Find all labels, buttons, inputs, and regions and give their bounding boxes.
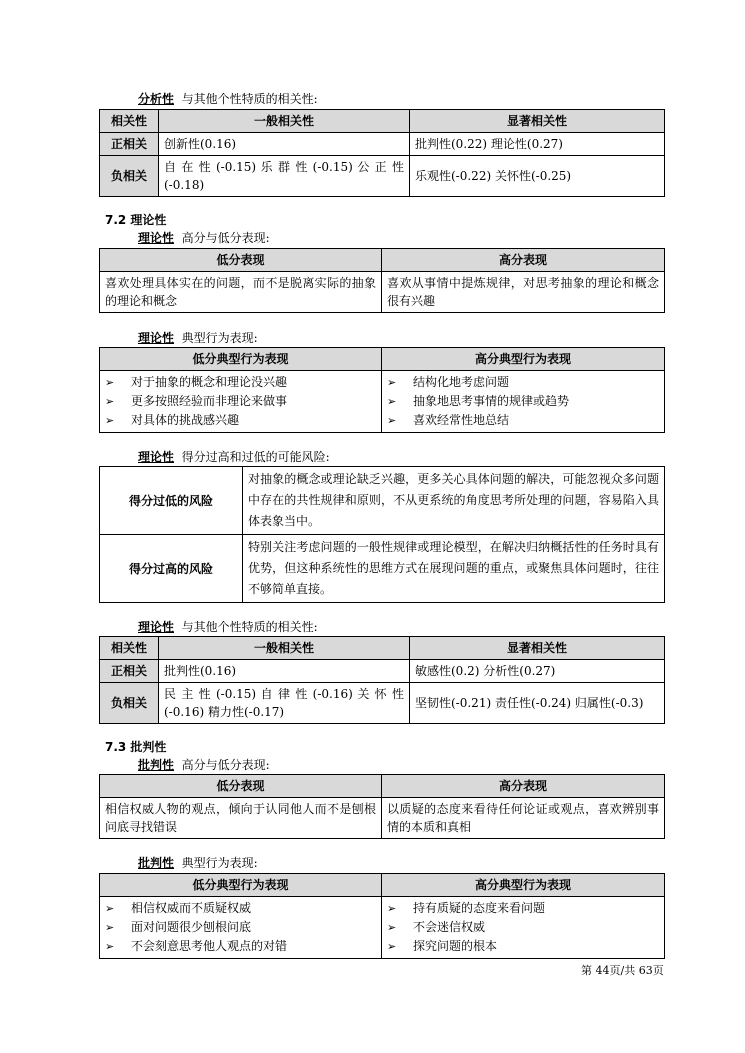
s5-correlation-table [99, 636, 665, 724]
high-risk-text: 特别关注考虑问题的一般性规律或理论模型，在解决归纳概括性的任务时具有优势，但这种系统性的思维方式在展现问题的重点，或聚焦具体问题时，往往不够简单直接。 [243, 535, 665, 603]
table-row [100, 897, 665, 959]
s7-behavior-table [99, 873, 665, 959]
section-heading-7-2: 7.2 理论性 [105, 213, 167, 227]
s6-keyword: 批判性 [138, 758, 175, 772]
table-header-row [100, 249, 665, 272]
list-item: ➢ 更多按照经验而非理论来做事 [105, 392, 376, 411]
s4-keyword: 理论性 [138, 450, 175, 464]
s3-caption-text: 典型行为表现: [181, 331, 258, 345]
high-list [382, 897, 665, 959]
table-row [100, 371, 665, 433]
s5-keyword: 理论性 [138, 620, 175, 634]
s1-keyword: 分析性 [138, 92, 175, 106]
row-header: 正相关 [100, 660, 159, 683]
s5-caption-text: 与其他个性特质的相关性: [181, 620, 318, 634]
table-row [100, 272, 665, 313]
general-cell: 创新性(0.16) [159, 133, 410, 156]
low-cell: 相信权威人物的观点，倾向于认同他人而不是刨根问底寻找错误 [100, 798, 382, 839]
col-header: 低分典型行为表现 [100, 874, 382, 897]
significant-cell: 批判性(0.22) 理论性(0.27) [410, 133, 665, 156]
s4-caption [138, 449, 330, 465]
list-item: ➢ 面对问题很少刨根问底 [105, 918, 376, 937]
s6-caption [138, 757, 270, 773]
list-item: ➢ 喜欢经常性地总结 [387, 411, 659, 430]
col-header: 高分典型行为表现 [382, 348, 665, 371]
s5-caption [138, 619, 318, 635]
s7-keyword: 批判性 [138, 856, 175, 870]
significant-cell: 乐观性(-0.22) 关怀性(-0.25) [410, 156, 665, 197]
col-header: 相关性 [100, 110, 159, 133]
col-header: 一般相关性 [159, 637, 410, 660]
general-cell: 批判性(0.16) [159, 660, 410, 683]
table-row [100, 156, 665, 197]
list-item: ➢ 结构化地考虑问题 [387, 373, 659, 392]
col-header: 一般相关性 [159, 110, 410, 133]
s2-caption-text: 高分与低分表现: [181, 231, 270, 245]
table-row [100, 683, 665, 724]
s3-behavior-table [99, 347, 665, 433]
table-row [100, 467, 665, 535]
page-number: 第 44页/共 63页 [581, 964, 664, 977]
high-cell: 以质疑的态度来看待任何论证或观点，喜欢辨别事情的本质和真相 [382, 798, 665, 839]
col-header: 低分表现 [100, 775, 382, 798]
s3-keyword: 理论性 [138, 331, 175, 345]
s3-caption [138, 330, 258, 346]
significant-cell: 敏感性(0.2) 分析性(0.27) [410, 660, 665, 683]
low-list [100, 897, 382, 959]
row-header: 负相关 [100, 156, 159, 197]
col-header: 低分表现 [100, 249, 382, 272]
s4-risk-table [99, 466, 665, 603]
table-row [100, 660, 665, 683]
col-header: 高分典型行为表现 [382, 874, 665, 897]
table-header-row [100, 110, 665, 133]
s4-caption-text: 得分过高和过低的可能风险: [181, 450, 330, 464]
s1-correlation-table [99, 109, 665, 197]
table-header-row [100, 775, 665, 798]
low-cell: 喜欢处理具体实在的问题，而不是脱离实际的抽象的理论和概念 [100, 272, 382, 313]
list-item: ➢ 探究问题的根本 [387, 937, 659, 956]
significant-cell: 坚韧性(-0.21) 责任性(-0.24) 归属性(-0.3) [410, 683, 665, 724]
col-header: 显著相关性 [410, 110, 665, 133]
table-header-row [100, 348, 665, 371]
col-header: 显著相关性 [410, 637, 665, 660]
list-item: ➢ 不会刻意思考他人观点的对错 [105, 937, 376, 956]
table-header-row [100, 874, 665, 897]
list-item: ➢ 相信权威而不质疑权威 [105, 899, 376, 918]
s7-caption-text: 典型行为表现: [181, 856, 258, 870]
high-risk-label: 得分过高的风险 [100, 535, 243, 603]
s6-caption-text: 高分与低分表现: [181, 758, 270, 772]
general-cell: 自 在 性 (-0.15) 乐 群 性 (-0.15) 公 正 性 (-0.18) [159, 156, 410, 197]
general-cell: 民 主 性 (-0.15) 自 律 性 (-0.16) 关 怀 性 (-0.16) 精力性(-0.17) [159, 683, 410, 724]
s1-caption [138, 91, 318, 107]
low-risk-text: 对抽象的概念或理论缺乏兴趣，更多关心具体问题的解决，可能忽视众多问题中存在的共性规律和原则，不从更系统的角度思考所处理的问题，容易陷入具体表象当中。 [243, 467, 665, 535]
high-list [382, 371, 665, 433]
table-header-row [100, 637, 665, 660]
col-header: 高分表现 [382, 775, 665, 798]
col-header: 高分表现 [382, 249, 665, 272]
s2-keyword: 理论性 [138, 231, 175, 245]
table-row [100, 133, 665, 156]
row-header: 正相关 [100, 133, 159, 156]
list-item: ➢ 抽象地思考事情的规律或趋势 [387, 392, 659, 411]
table-row [100, 535, 665, 603]
list-item: ➢ 对于抽象的概念和理论没兴趣 [105, 373, 376, 392]
low-risk-label: 得分过低的风险 [100, 467, 243, 535]
list-item: ➢ 持有质疑的态度来看问题 [387, 899, 659, 918]
s6-high-low-table [99, 774, 665, 839]
list-item: ➢ 对具体的挑战感兴趣 [105, 411, 376, 430]
low-list [100, 371, 382, 433]
col-header: 低分典型行为表现 [100, 348, 382, 371]
s2-caption [138, 230, 270, 246]
list-item: ➢ 不会迷信权威 [387, 918, 659, 937]
section-heading-7-3: 7.3 批判性 [105, 740, 167, 754]
s2-high-low-table [99, 248, 665, 313]
col-header: 相关性 [100, 637, 159, 660]
row-header: 负相关 [100, 683, 159, 724]
s7-caption [138, 855, 258, 871]
high-cell: 喜欢从事情中提炼规律，对思考抽象的理论和概念很有兴趣 [382, 272, 665, 313]
s1-caption-text: 与其他个性特质的相关性: [181, 92, 318, 106]
table-row [100, 798, 665, 839]
